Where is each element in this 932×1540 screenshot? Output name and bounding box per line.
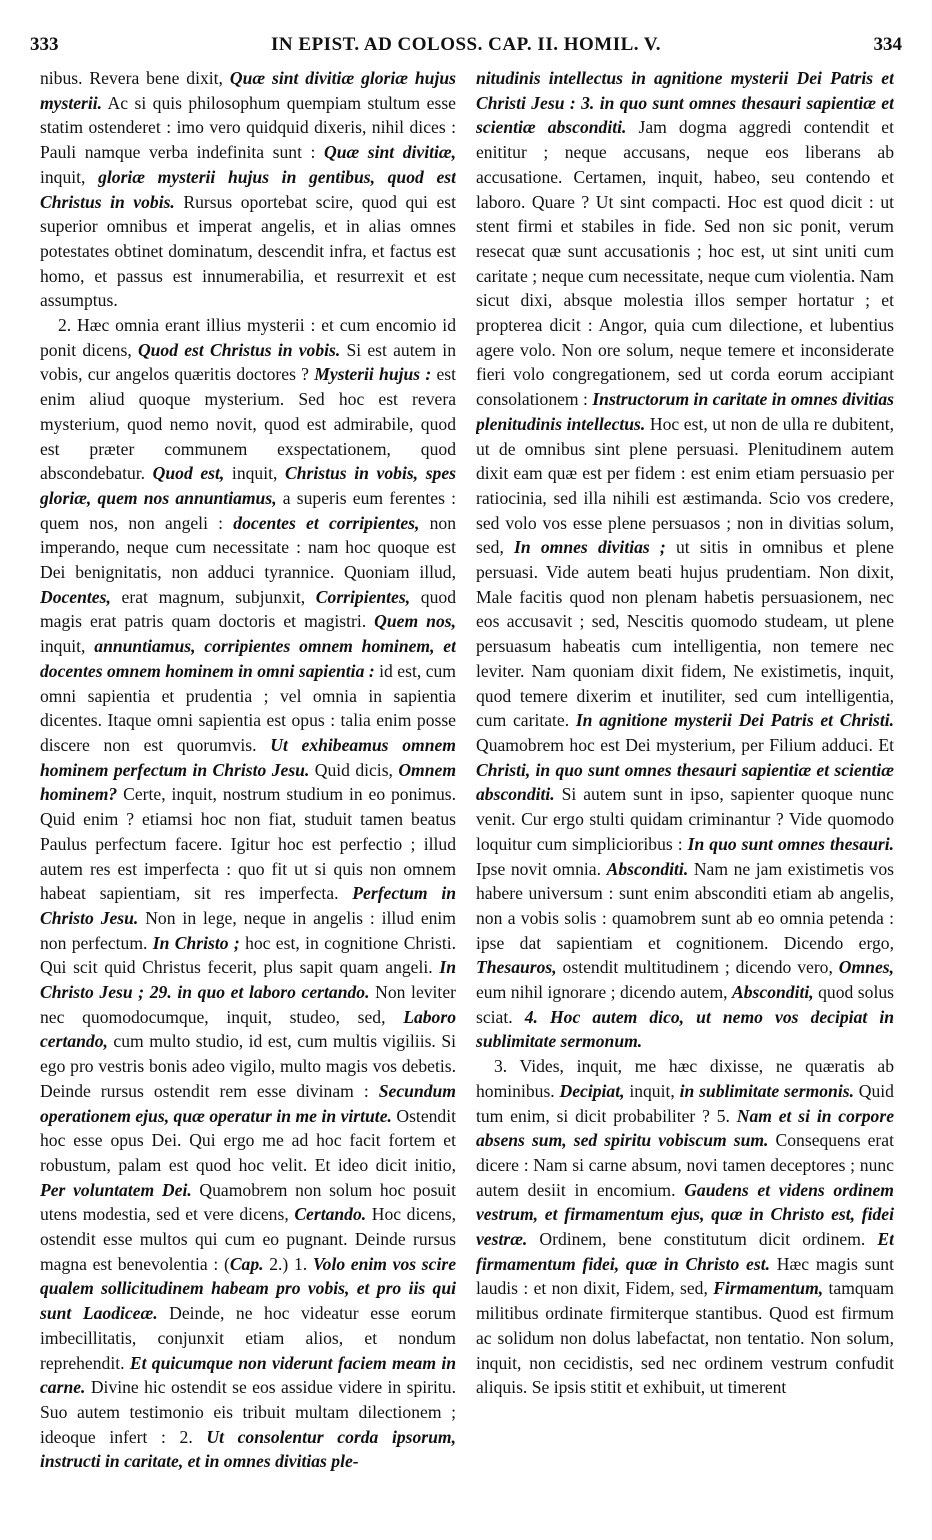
running-header [30, 34, 902, 60]
right-text-column [476, 66, 894, 1536]
paragraph: 3. Vides, inquit, me hæc dixisse, ne quæratis ab hominibus. Decipiat, inquit, in sublimitate sermonis. Quid tum enim, si dicit probabiliter ? 5. Nam et si in corpore absens sum, sed spiritu vobiscum sum. Consequens erat dicere : Nam si carne absum, novi tamen deceptores ; nunc autem desiit in encomium. Gaudens et videns ordinem vestrum, et firmamentum ejus, quæ in Christo est, fidei vestræ. Ordinem, bene constitutum dicit ordinem. Et firmamentum fidei, quæ in Christo est. Hæc magis sunt laudis : et non dixit, Fidem, sed, Firmamentum, tamquam militibus ordinate firmiterque stantibus. Quod est firmum ac solidum non dolus labefactat, non tentatio. Non solum, inquit, non cecidistis, sed nec ordinem vestrum confudit aliquis. Se ipsis stitit et exhibuit, ut timerent [476, 1056, 894, 1398]
page-number-right: 334 [873, 34, 902, 55]
paragraph: nibus. Revera bene dixit, Quæ sint divitiæ gloriæ hujus mysterii. Ac si quis philosophum quempiam stultum esse statim ostenderet : imo vero quidquid dixeris, nihil dices : Pauli namque verba indefinita sunt : Quæ sint divitiæ, inquit, gloriæ mysterii hujus in gentibus, quod est Christus in vobis. Rursus oportebat scire, quod qui est superior omnibus et imperat angelis, et in alias omnes potestates obtinet dominatum, descendit infra, et factus est homo, et passus est innumerabilia, et resurrexit et est assumptus. [40, 68, 456, 311]
running-title: IN EPIST. AD COLOSS. CAP. II. HOMIL. V. [271, 34, 661, 55]
page-number-left: 333 [30, 34, 59, 55]
left-text-column [40, 66, 456, 1536]
paragraph: nitudinis intellectus in agnitione mysterii Dei Patris et Christi Jesu : 3. in quo sunt omnes thesauri sapientiæ et scientiæ absconditi. Jam dogma aggredi contendit et enititur ; neque accusans, neque eos liberans ab accusatione. Certamen, inquit, habeo, seu contendo et laboro. Quare ? Ut sint compacti. Hoc est quod dicit : ut stent firmi et stabiles in fide. Sed non sic ponit, verum resecat quæ sunt accusationis ; hoc est, ut sint uniti cum caritate ; neque cum necessitate, neque cum violentia. Nam sicut dixi, absque molestia illos semper hortatur ; et propterea dicit : Angor, quia cum dilectione, et lubentius agere volo. Non ore solum, neque temere et inconsiderate fieri volo congregationem, sed ut corda eorum accipiant consolationem : Instructorum in caritate in omnes divitias plenitudinis intellectus. Hoc est, ut non de ulla re dubitent, ut de omnibus sint plene persuasi. Plenitudinem autem dixit eam quæ est per fidem : est enim etiam persuasio per ratiocinia, sed illa nihili est æstimanda. Scio vos credere, sed volo vos esse plene persuasos ; non in divitias solum, sed, In omnes divitias ; ut sitis in omnibus et plene persuasi. Vide autem beati hujus prudentiam. Non dixit, Male facitis quod non plenam habetis persuasionem, nec eos accusavit ; sed, Nescitis quomodo studeam, ut plene persuasum habeatis cum intelligentia, non temere nec leviter. Nam quoniam dixit fidem, Ne existimetis, inquit, quod temere dixerim et inutiliter, sed cum intelligentia, cum caritate. In agnitione mysterii Dei Patris et Christi. Quamobrem hoc est Dei mysterium, per Filium adduci. Et Christi, in quo sunt omnes thesauri sapientiæ et scientiæ absconditi. Si autem sunt in ipso, sapienter quoque nunc venit. Cur ergo stulti quidam criminantur ? Vide quomodo loquitur cum simplicioribus : In quo sunt omnes thesauri. Ipse novit omnia. Absconditi. Nam ne jam existimetis vos habere universum : sunt enim absconditi etiam ab angelis, non a vobis solis : quamobrem sunt ab eo omnia petenda : ipse dat sapientiam et cognitionem. Dicendo ergo, Thesauros, ostendit multitudinem ; dicendo vero, Omnes, eum nihil ignorare ; dicendo autem, Absconditi, quod solus sciat. 4. Hoc autem dico, ut nemo vos decipiat in sublimitate sermonum. [476, 68, 894, 1052]
paragraph: 2. Hæc omnia erant illius mysterii : et cum encomio id ponit dicens, Quod est Christus in vobis. Si est autem in vobis, cur angelos quæritis doctores ? Mysterii hujus : est enim aliud quoque mysterium. Sed hoc est revera mysterium, quod nemo novit, quod est admirabile, quod est præter communem exspectationem, quod abscondebatur. Quod est, inquit, Christus in vobis, spes gloriæ, quem nos annuntiamus, a superis eum ferentes : quem nos, non angeli : docentes et corripientes, non imperando, neque cum necessitate : nam hoc quoque est Dei benignitatis, non adduci tyrannice. Quoniam illud, Docentes, erat magnum, subjunxit, Corripientes, quod magis erat patris quam doctoris et magistri. Quem nos, inquit, annuntiamus, corripientes omnem hominem, et docentes omnem hominem in omni sapientia : id est, cum omni sapientia et prudentia ; vel omnia in sapientia dicentes. Itaque omni sapientia est opus : talia enim posse discere non est quorumvis. Ut exhibeamus omnem hominem perfectum in Christo Jesu. Quid dicis, Omnem hominem? Certe, inquit, nostrum studium in eo ponimus. Quid enim ? etiamsi hoc non fiat, studuit tamen beatus Paulus perfectum facere. Igitur hoc est perfectio ; illud autem res est imperfecta : quo fit ut si quis non omnem habeat sapientiam, sit res imperfecta. Perfectum in Christo Jesu. Non in lege, neque in angelis : illud enim non perfectum. In Christo ; hoc est, in cognitione Christi. Qui scit quid Christus fecerit, plus sapit quam angeli. In Christo Jesu ; 29. in quo et laboro certando. Non leviter nec quomodocumque, inquit, studeo, sed, Laboro certando, cum multo studio, id est, cum multis vigiliis. Si ego pro vestris bonis adeo vigilo, multo magis vos debetis. Deinde rursus ostendit rem esse divinam : Secundum operationem ejus, quæ operatur in me in virtute. Ostendit hoc esse opus Dei. Qui ergo me ad hoc facit fortem et robustum, palam est quod hoc velit. Et ideo dicit initio, Per voluntatem Dei. Quamobrem non solum hoc posuit utens modestia, sed et vere dicens, Certando. Hoc dicens, ostendit esse multos qui cum eo pugnant. Deinde rursus magna est benevolentia : (Cap. 2.) 1. Volo enim vos scire qualem sollicitudinem habeam pro vobis, et pro iis qui sunt Laodiceæ. Deinde, ne hoc videatur esse eorum imbecillitatis, conjunxit etiam alios, et nondum reprehendit. Et quicumque non viderunt faciem meam in carne. Divine hic ostendit se eos assidue videre in spiritu. Suo autem testimonio eis tribuit multam dilectionem ; ideoque infert : 2. Ut consolentur corda ipsorum, instructi in caritate, et in omnes divitias ple- [40, 315, 456, 1472]
